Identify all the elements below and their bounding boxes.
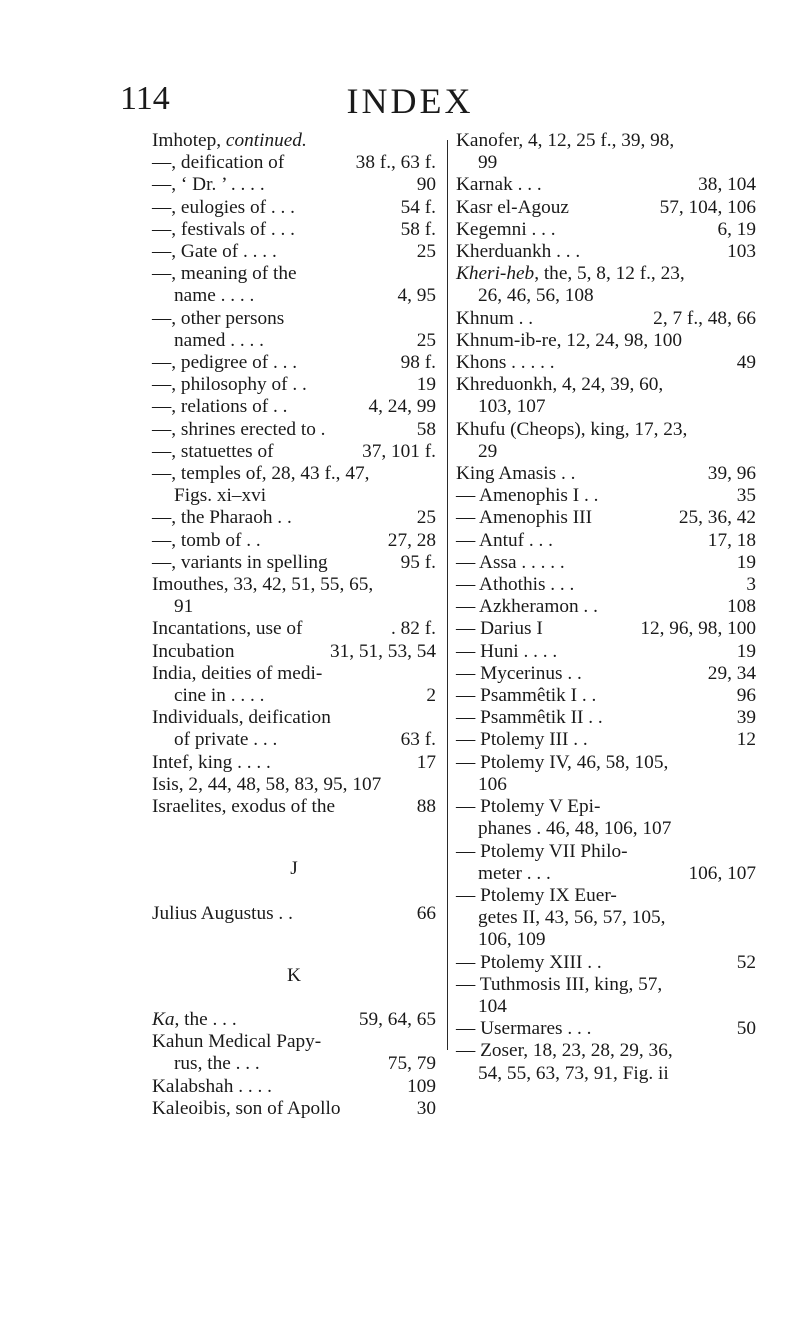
page-header bbox=[120, 80, 700, 124]
index-entry bbox=[456, 130, 756, 152]
index-entry bbox=[152, 618, 436, 640]
entry-term: — Mycerinus . . bbox=[456, 662, 582, 684]
index-entry bbox=[152, 641, 436, 663]
entry-pages: 2 bbox=[426, 685, 436, 707]
index-entry bbox=[456, 485, 756, 507]
index-entry bbox=[456, 241, 756, 263]
entry-pages: 19 bbox=[736, 551, 756, 573]
index-entry bbox=[152, 485, 436, 507]
index-entry-head: Imhotep, continued. bbox=[152, 130, 307, 151]
entry-term: meter . . . bbox=[478, 862, 551, 884]
entry-term: Khnum . . bbox=[456, 307, 534, 329]
index-entry bbox=[456, 618, 756, 640]
entry-term: Ka, the . . . bbox=[152, 1008, 237, 1030]
entry-pages: 19 bbox=[416, 374, 436, 396]
entry-term: —, relations of . . bbox=[152, 396, 288, 418]
index-entry bbox=[456, 352, 756, 374]
index-entry bbox=[456, 330, 756, 352]
entry-pages: 109 bbox=[407, 1075, 436, 1097]
entry-term: — Ptolemy IX Euer- bbox=[456, 884, 617, 906]
index-entry bbox=[152, 1098, 436, 1120]
entry-term: — Ptolemy IV, 46, 58, 105, bbox=[456, 751, 669, 773]
entry-pages: 39, 96 bbox=[707, 463, 756, 485]
index-entry bbox=[152, 463, 436, 485]
entry-term: — Zoser, 18, 23, 28, 29, 36, bbox=[456, 1040, 673, 1062]
index-entry bbox=[152, 1076, 436, 1098]
entry-term: Khons . . . . . bbox=[456, 352, 555, 374]
index-entry bbox=[456, 308, 756, 330]
index-entry bbox=[456, 574, 756, 596]
entry-term: —, tomb of . . bbox=[152, 529, 261, 551]
entry-term: named . . . . bbox=[174, 329, 264, 351]
entry-pages: 52 bbox=[736, 951, 756, 973]
entry-pages: . 82 f. bbox=[391, 618, 436, 640]
entry-pages: 63 f. bbox=[400, 729, 436, 751]
index-entry bbox=[152, 729, 436, 751]
index-entry bbox=[456, 707, 756, 729]
entry-pages: 95 f. bbox=[400, 551, 436, 573]
index-entry bbox=[152, 263, 436, 285]
entry-pages: 50 bbox=[736, 1018, 756, 1040]
entry-term: India, deities of medi- bbox=[152, 662, 323, 684]
entry-term: Imouthes, 33, 42, 51, 55, 65, bbox=[152, 574, 374, 596]
entry-term: Khufu (Cheops), king, 17, 23, bbox=[456, 418, 688, 440]
entry-term: 106, 109 bbox=[478, 929, 546, 951]
entry-term: of private . . . bbox=[174, 729, 278, 751]
entry-pages: 106, 107 bbox=[688, 862, 756, 884]
index-entry bbox=[456, 863, 756, 885]
entry-term: Karnak . . . bbox=[456, 174, 542, 196]
index-entry bbox=[456, 1063, 756, 1085]
index-entry bbox=[456, 974, 756, 996]
index-entry bbox=[152, 1031, 436, 1053]
entry-term: —, ‘ Dr. ’ . . . . bbox=[152, 174, 265, 196]
section-letter-k: K bbox=[287, 964, 301, 986]
index-entry bbox=[152, 663, 436, 685]
j-entries bbox=[152, 903, 436, 925]
entry-term: King Amasis . . bbox=[456, 463, 576, 485]
entry-term: — Athothis . . . bbox=[456, 574, 575, 596]
entry-pages: 6, 19 bbox=[717, 218, 756, 240]
entry-term: — Assa . . . . . bbox=[456, 551, 565, 573]
index-entry bbox=[456, 663, 756, 685]
entry-pages: 75, 79 bbox=[387, 1053, 436, 1075]
entry-pages: 25 bbox=[416, 507, 436, 529]
index-entry bbox=[456, 463, 756, 485]
entry-pages: 58 f. bbox=[400, 218, 436, 240]
entry-term: — Darius I bbox=[456, 618, 543, 640]
index-entry bbox=[456, 1018, 756, 1040]
index-entry bbox=[152, 396, 436, 418]
entry-term: 29 bbox=[478, 440, 498, 462]
entry-pages: 12, 96, 98, 100 bbox=[640, 618, 756, 640]
index-entry bbox=[152, 507, 436, 529]
entry-term: Julius Augustus . . bbox=[152, 902, 293, 924]
index-entry bbox=[152, 1053, 436, 1075]
index-entry bbox=[152, 796, 436, 818]
index-entry bbox=[152, 352, 436, 374]
entry-term: Incantations, use of bbox=[152, 618, 303, 640]
entry-term: 99 bbox=[478, 152, 498, 174]
index-entry bbox=[152, 903, 436, 925]
index-entry bbox=[456, 507, 756, 529]
entry-term: Kherduankh . . . bbox=[456, 241, 581, 263]
k-entries bbox=[152, 1009, 436, 1120]
index-entry bbox=[152, 374, 436, 396]
entry-term: 91 bbox=[174, 596, 194, 618]
entry-term: —, temples of, 28, 43 f., 47, bbox=[152, 463, 370, 485]
entry-pages: 37, 101 f. bbox=[362, 440, 436, 462]
entry-term: — Antuf . . . bbox=[456, 529, 553, 551]
index-entry bbox=[456, 396, 756, 418]
index-entry bbox=[456, 197, 756, 219]
entry-pages: 29, 34 bbox=[707, 662, 756, 684]
entry-pages: 66 bbox=[416, 902, 436, 924]
entry-pages: 4, 24, 99 bbox=[368, 396, 436, 418]
entry-pages: 90 bbox=[416, 174, 436, 196]
right-entries bbox=[456, 130, 756, 1085]
index-entry bbox=[456, 685, 756, 707]
entry-term: Kasr el-Agouz bbox=[456, 196, 569, 218]
index-entry bbox=[456, 729, 756, 751]
entry-pages: 27, 28 bbox=[387, 529, 436, 551]
column-divider bbox=[447, 140, 448, 1050]
index-entry bbox=[152, 685, 436, 707]
index-entry bbox=[456, 641, 756, 663]
entry-pages: 54 f. bbox=[400, 196, 436, 218]
entry-term: cine in . . . . bbox=[174, 685, 265, 707]
entry-pages: 30 bbox=[416, 1097, 436, 1119]
index-entry bbox=[456, 530, 756, 552]
entry-term: 54, 55, 63, 73, 91, Fig. ii bbox=[478, 1062, 669, 1084]
entry-pages: 31, 51, 53, 54 bbox=[329, 640, 436, 662]
entry-term: —, deification of bbox=[152, 152, 285, 174]
entry-term: —, eulogies of . . . bbox=[152, 196, 295, 218]
entry-term: — Psammêtik I . . bbox=[456, 685, 597, 707]
index-entry bbox=[456, 174, 756, 196]
entry-pages: 3 bbox=[746, 574, 756, 596]
index-entry bbox=[456, 907, 756, 929]
index-entry bbox=[152, 174, 436, 196]
entry-pages: 25, 36, 42 bbox=[678, 507, 756, 529]
entry-pages: 17, 18 bbox=[707, 529, 756, 551]
entry-term: —, statuettes of bbox=[152, 440, 274, 462]
index-entry bbox=[152, 574, 436, 596]
index-entry bbox=[456, 1040, 756, 1062]
entry-term: — Ptolemy III . . bbox=[456, 729, 588, 751]
entry-term: — Ptolemy VII Philo- bbox=[456, 840, 628, 862]
index-entry bbox=[152, 596, 436, 618]
entry-term: — Ptolemy V Epi- bbox=[456, 796, 601, 818]
entry-term: Khnum-ib-re, 12, 24, 98, 100 bbox=[456, 329, 682, 351]
i-entries bbox=[152, 574, 436, 818]
page-title: INDEX bbox=[346, 81, 474, 121]
entry-term: Intef, king . . . . bbox=[152, 751, 271, 773]
entry-pages: 39 bbox=[736, 707, 756, 729]
entry-pages: 57, 104, 106 bbox=[659, 196, 756, 218]
entry-pages: 19 bbox=[736, 640, 756, 662]
entry-term: 106 bbox=[478, 773, 507, 795]
entry-term: — Psammêtik II . . bbox=[456, 707, 603, 729]
entry-term: —, other persons bbox=[152, 307, 285, 329]
index-entry bbox=[456, 952, 756, 974]
entry-term: Kalabshah . . . . bbox=[152, 1075, 272, 1097]
entry-term: Kahun Medical Papy- bbox=[152, 1031, 322, 1053]
index-entry bbox=[456, 441, 756, 463]
index-entry bbox=[456, 263, 756, 285]
page-number: 114 bbox=[120, 80, 170, 117]
index-entry bbox=[152, 1009, 436, 1031]
index-entry bbox=[456, 929, 756, 951]
entry-term: —, shrines erected to . bbox=[152, 418, 326, 440]
index-entry bbox=[152, 285, 436, 307]
index-entry bbox=[152, 774, 436, 796]
entry-pages: 35 bbox=[736, 485, 756, 507]
entry-pages: 103 bbox=[727, 241, 756, 263]
entry-pages: 49 bbox=[736, 352, 756, 374]
entry-term: rus, the . . . bbox=[174, 1053, 260, 1075]
entry-pages: 38, 104 bbox=[698, 174, 756, 196]
entry-term: — Ptolemy XIII . . bbox=[456, 951, 602, 973]
entry-term: Khreduonkh, 4, 24, 39, 60, bbox=[456, 374, 664, 396]
index-entry bbox=[152, 330, 436, 352]
index-entry bbox=[456, 374, 756, 396]
index-entry bbox=[152, 241, 436, 263]
index-entry bbox=[456, 796, 756, 818]
entry-term: Kaleoibis, son of Apollo bbox=[152, 1097, 341, 1119]
entry-term: — Tuthmosis III, king, 57, bbox=[456, 973, 663, 995]
entry-pages: 96 bbox=[736, 685, 756, 707]
entry-term: Kegemni . . . bbox=[456, 218, 556, 240]
index-entry bbox=[456, 219, 756, 241]
entry-pages: 2, 7 f., 48, 66 bbox=[653, 307, 756, 329]
entry-term: Isis, 2, 44, 48, 58, 83, 95, 107 bbox=[152, 773, 382, 795]
entry-pages: 4, 95 bbox=[397, 285, 436, 307]
index-entry bbox=[152, 308, 436, 330]
entry-term: — Azkheramon . . bbox=[456, 596, 598, 618]
entry-term: —, festivals of . . . bbox=[152, 218, 295, 240]
index-entry bbox=[456, 841, 756, 863]
entry-pages: 25 bbox=[416, 241, 436, 263]
entry-term: Individuals, deification bbox=[152, 707, 331, 729]
entry-term: — Huni . . . . bbox=[456, 640, 558, 662]
entry-pages: 25 bbox=[416, 329, 436, 351]
index-entry bbox=[152, 441, 436, 463]
entry-term: 26, 46, 56, 108 bbox=[478, 285, 594, 307]
entry-term: —, meaning of the bbox=[152, 263, 297, 285]
index-entry bbox=[456, 596, 756, 618]
entry-term: Figs. xi–xvi bbox=[174, 485, 267, 507]
entry-term: 103, 107 bbox=[478, 396, 546, 418]
entry-term: — Amenophis III bbox=[456, 507, 593, 529]
index-entry bbox=[456, 285, 756, 307]
index-entry bbox=[152, 219, 436, 241]
index-entry bbox=[456, 818, 756, 840]
section-letter-j: J bbox=[290, 858, 298, 880]
index-entry bbox=[152, 152, 436, 174]
entry-pages: 12 bbox=[736, 729, 756, 751]
entry-term: phanes . 46, 48, 106, 107 bbox=[478, 818, 672, 840]
index-entry bbox=[152, 197, 436, 219]
entry-pages: 59, 64, 65 bbox=[358, 1008, 436, 1030]
entry-term: Incubation bbox=[152, 640, 235, 662]
index-entry bbox=[456, 552, 756, 574]
entry-pages: 38 f., 63 f. bbox=[355, 152, 436, 174]
index-entry bbox=[152, 419, 436, 441]
entry-term: —, Gate of . . . . bbox=[152, 241, 277, 263]
continued-label: continued. bbox=[225, 130, 307, 151]
entry-term: Kheri-heb, the, 5, 8, 12 f., 23, bbox=[456, 263, 685, 285]
entry-term: —, variants in spelling bbox=[152, 551, 328, 573]
imhotep-subentries bbox=[152, 152, 436, 574]
index-entry bbox=[152, 752, 436, 774]
entry-pages: 88 bbox=[416, 796, 436, 818]
index-entry bbox=[152, 707, 436, 729]
index-entry bbox=[456, 752, 756, 774]
entry-term: — Amenophis I . . bbox=[456, 485, 599, 507]
entry-pages: 108 bbox=[727, 596, 756, 618]
entry-term: Kanofer, 4, 12, 25 f., 39, 98, bbox=[456, 130, 675, 151]
index-entry bbox=[456, 774, 756, 796]
entry-term: —, the Pharaoh . . bbox=[152, 507, 292, 529]
entry-term: name . . . . bbox=[174, 285, 255, 307]
index-entry bbox=[152, 530, 436, 552]
index-entry bbox=[456, 885, 756, 907]
entry-term: — Usermares . . . bbox=[456, 1018, 592, 1040]
index-entry bbox=[456, 152, 756, 174]
right-column bbox=[456, 130, 756, 1085]
entry-pages: 17 bbox=[416, 751, 436, 773]
entry-term: getes II, 43, 56, 57, 105, bbox=[478, 907, 666, 929]
entry-pages: 98 f. bbox=[400, 352, 436, 374]
index-entry bbox=[456, 419, 756, 441]
entry-term: Israelites, exodus of the bbox=[152, 796, 336, 818]
index-entry bbox=[152, 552, 436, 574]
index-entry bbox=[456, 996, 756, 1018]
left-column bbox=[152, 130, 436, 1120]
entry-term: —, pedigree of . . . bbox=[152, 352, 298, 374]
entry-pages: 58 bbox=[416, 418, 436, 440]
entry-term: —, philosophy of . . bbox=[152, 374, 307, 396]
entry-term: 104 bbox=[478, 995, 507, 1017]
